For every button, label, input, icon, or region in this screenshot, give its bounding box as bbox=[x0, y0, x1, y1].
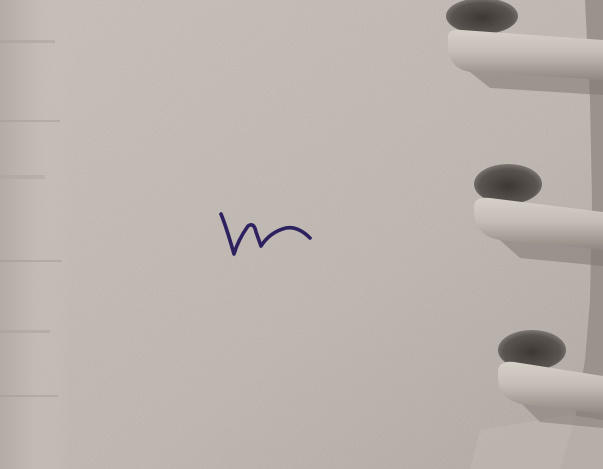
paper-left-edge bbox=[0, 0, 70, 469]
